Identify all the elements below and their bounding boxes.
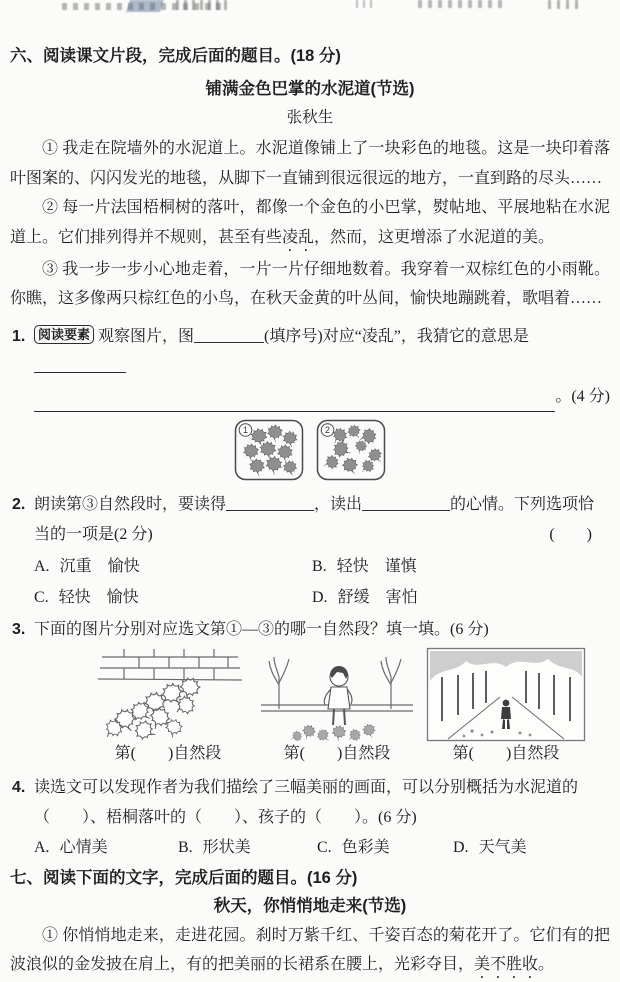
child-counting-leaves-image — [257, 647, 417, 742]
figure-cell — [88, 647, 248, 763]
section-seven-heading: 七、阅读下面的文字，完成后面的题目。(16 分) — [10, 868, 610, 888]
answer-blank — [362, 493, 450, 511]
paragraph-text: 。 — [538, 956, 554, 973]
option-b — [178, 833, 317, 863]
passage-paragraph-3: ③ 我一步一步小心地走着，一片一片仔细地数着。我穿着一双棕红色的小雨靴。你瞧，这多像两只棕红色的小鸟，在秋天金黄的叶丛间，愉快地蹦跳着，歌唱着…… — [10, 255, 610, 314]
question-number: 2. — [12, 490, 25, 520]
q2-text: 朗读第③自然段时，要读得 — [34, 496, 226, 513]
figure-caption: 第( )自然段 — [453, 744, 560, 763]
q2-text: ，读出 — [314, 496, 362, 513]
option-d — [453, 833, 610, 863]
figure-number-label: 1 — [243, 425, 248, 435]
q2-text: 当的一项是(2 分) — [34, 520, 153, 550]
option-a — [34, 833, 178, 863]
option-label: A. — [34, 558, 50, 575]
q4-options — [10, 833, 610, 863]
paragraph-text: ，然而，这更增添了水泥道的美。 — [314, 229, 554, 246]
figure-cell — [257, 647, 417, 763]
option-label: C. — [317, 839, 332, 856]
q1-text: (填序号)对应“凌乱”，我猜它的意思是 — [264, 328, 529, 345]
q2-options — [10, 551, 610, 613]
passage-author: 张秋生 — [10, 108, 610, 128]
option-c — [34, 582, 312, 613]
passage-title: 铺满金色巴掌的水泥道(节选) — [10, 79, 610, 99]
option-label: D. — [312, 589, 328, 606]
option-c — [317, 833, 453, 863]
answer-blank — [226, 493, 314, 511]
option-text: 沉重 愉快 — [60, 558, 140, 575]
passage-paragraph-1: ① 我走在院墙外的水泥道上。水泥道像铺上了一块彩色的地毯。这是一块印着落叶图案的、闪闪发光的地毯，从脚下一直铺到很远很远的地方，一直到路的尽头…… — [10, 134, 610, 193]
tree-lined-road-image — [426, 647, 586, 742]
option-a — [34, 551, 312, 582]
option-b — [312, 551, 610, 582]
option-text: 形状美 — [203, 839, 251, 856]
pen-mark-artifact — [126, 0, 164, 12]
q2-text: 的心情。下列选项恰 — [450, 496, 594, 513]
emphasized-word: 美不胜收 — [474, 956, 538, 973]
answer-bracket: ( ) — [549, 520, 592, 550]
section-six-heading: 六、阅读课文片段，完成后面的题目。(18 分) — [10, 0, 610, 66]
option-text: 轻快 愉快 — [59, 589, 139, 606]
q4-line-2: （ ）、梧桐落叶的（ ）、孩子的（ ）。(6 分) — [34, 803, 610, 833]
passage2-title: 秋天，你悄悄地走来(节选) — [10, 896, 610, 916]
passage-paragraph-2 — [10, 193, 610, 255]
scan-artifact — [418, 0, 504, 8]
option-text: 天气美 — [479, 839, 527, 856]
option-label: C. — [34, 589, 49, 606]
option-label: B. — [178, 839, 193, 856]
q2-line-2 — [34, 520, 610, 550]
figure-cell — [426, 647, 586, 763]
question-number: 3. — [12, 618, 25, 642]
option-text: 舒缓 害怕 — [338, 589, 418, 606]
q1-text: 观察图片，图 — [98, 328, 194, 345]
answer-blank — [194, 325, 264, 343]
emphasized-word: 凌乱 — [282, 229, 314, 246]
leaf-pattern-image-2 — [316, 419, 386, 481]
q1-figures — [10, 419, 610, 481]
passage2-body — [10, 921, 610, 982]
question-2 — [10, 490, 610, 550]
answer-blank — [34, 355, 126, 373]
option-label: D. — [453, 839, 469, 856]
question-1 — [10, 322, 610, 412]
passage-body — [10, 134, 610, 314]
q1-answer-line — [34, 382, 610, 412]
scan-artifact — [548, 0, 582, 9]
option-text: 轻快 谨慎 — [337, 558, 417, 575]
wall-leaves-image — [88, 647, 248, 742]
figure-number-label: 2 — [325, 425, 330, 435]
figure-caption: 第( )自然段 — [284, 744, 391, 763]
reading-element-badge: 阅读要素 — [34, 325, 94, 344]
figure-caption: 第( )自然段 — [115, 744, 222, 763]
q3-prompt: 下面的图片分别对应选文第①—③的哪一自然段？填一填。(6 分) — [34, 621, 489, 638]
option-label: A. — [34, 839, 50, 856]
scan-artifact — [356, 0, 376, 8]
leaf-pattern-image-1 — [234, 419, 304, 481]
option-text: 心情美 — [60, 839, 108, 856]
question-3 — [10, 618, 610, 642]
paragraph-text: ② 每一片法国梧桐树的落叶，都像一个金色的小巴掌，熨帖地、平展地粘在水泥道上。它们排列得并不规则，甚至有些 — [10, 199, 610, 246]
question-number: 4. — [12, 773, 25, 803]
q4-text: 读选文可以发现作者为我们描绘了三幅美丽的画面，可以分别概括为水泥道的 — [34, 779, 578, 796]
scan-artifact — [176, 0, 228, 10]
question-number: 1. — [12, 322, 25, 352]
answer-blank — [34, 389, 555, 412]
passage2-paragraph-1 — [10, 921, 610, 982]
option-d — [312, 582, 610, 613]
option-label: B. — [312, 558, 327, 575]
q1-score: 。(4 分) — [555, 382, 610, 412]
q3-figures — [88, 647, 610, 763]
question-4 — [10, 773, 610, 833]
option-text: 色彩美 — [342, 839, 390, 856]
paragraph-text: ① 你悄悄地走来，走进花园。刹时万紫千红、千姿百态的菊花开了。它们有的把波浪似的金发披在肩上，有的把美丽的长裙系在腰上，光彩夺目， — [10, 927, 610, 974]
